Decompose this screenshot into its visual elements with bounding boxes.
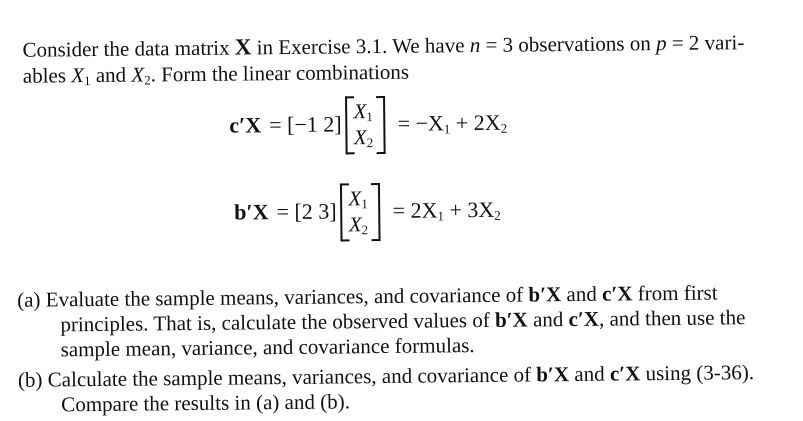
variable-symbol: X	[131, 62, 145, 87]
expr: b′X	[494, 307, 528, 332]
part-text: Evaluate the sample means, variances, and covariance of	[45, 282, 529, 312]
vector-entry: X	[348, 212, 362, 237]
part-label: (b)	[17, 367, 43, 392]
intro-text: Consider the data matrix	[22, 35, 235, 62]
variable-symbol: X	[71, 63, 85, 88]
expr: c′X	[609, 361, 641, 386]
part-b-line-2	[61, 391, 350, 415]
row-vector: = [−1 2]	[269, 111, 342, 138]
part-text: and	[527, 307, 569, 332]
part-text: , and then use the	[598, 305, 746, 331]
part-text: Calculate the sample means, variances, and covariance of	[47, 362, 537, 392]
equation-b	[234, 182, 501, 241]
part-text: sample mean, variance, and covariance formulas.	[60, 333, 475, 362]
expr: b′X	[528, 282, 562, 307]
part-a-line-3	[61, 335, 475, 360]
equation-lhs: b′X	[234, 199, 269, 225]
column-vector	[345, 96, 386, 152]
part-label: (a)	[17, 287, 41, 312]
column-vector	[340, 183, 381, 239]
subscript: 2	[144, 72, 151, 88]
intro-text: ables	[22, 63, 72, 88]
vector-entry: X	[353, 99, 367, 124]
vector-entry: X	[353, 125, 367, 150]
vector-entry: X	[348, 186, 362, 211]
intro-line-1	[22, 30, 744, 61]
expr: b′X	[536, 362, 570, 387]
subscript: 1	[361, 196, 368, 212]
intro-text: . Form the linear combinations	[150, 59, 410, 87]
part-text: using (3-36).	[640, 360, 755, 386]
subscript: 1	[366, 109, 373, 125]
part-text: and	[568, 361, 611, 387]
part-text: from first	[632, 280, 718, 306]
equation-rhs: = $2X_1 + 3X_2$	[392, 196, 501, 223]
equation-c	[229, 95, 507, 154]
expr: c′X	[601, 281, 633, 306]
part-b-line-1	[18, 362, 754, 391]
equation-lhs: c′X	[229, 112, 262, 138]
equation-rhs: = $-X_1 + 2X_2$	[397, 109, 508, 136]
part-text: and	[561, 281, 603, 307]
part-a-line-2	[60, 307, 745, 335]
expr: c′X	[568, 306, 600, 332]
subscript: 2	[361, 222, 369, 238]
intro-text: and	[90, 62, 132, 88]
part-text: principles. That is, calculate the observed values of	[60, 307, 496, 337]
intro-text: = 3 observations on	[480, 31, 657, 57]
row-vector: = [2 3]	[276, 198, 337, 225]
subscript: 2	[366, 135, 374, 151]
n-symbol: n	[469, 32, 481, 58]
intro-text: in Exercise 3.1. We have	[251, 33, 470, 60]
part-text: Compare the results in (a) and (b).	[61, 389, 351, 417]
p-symbol: p	[655, 31, 667, 56]
subscript: 1	[84, 73, 91, 89]
intro-line-2	[22, 59, 410, 89]
intro-text: = 2 vari-	[666, 30, 745, 56]
matrix-symbol: X	[234, 34, 252, 60]
